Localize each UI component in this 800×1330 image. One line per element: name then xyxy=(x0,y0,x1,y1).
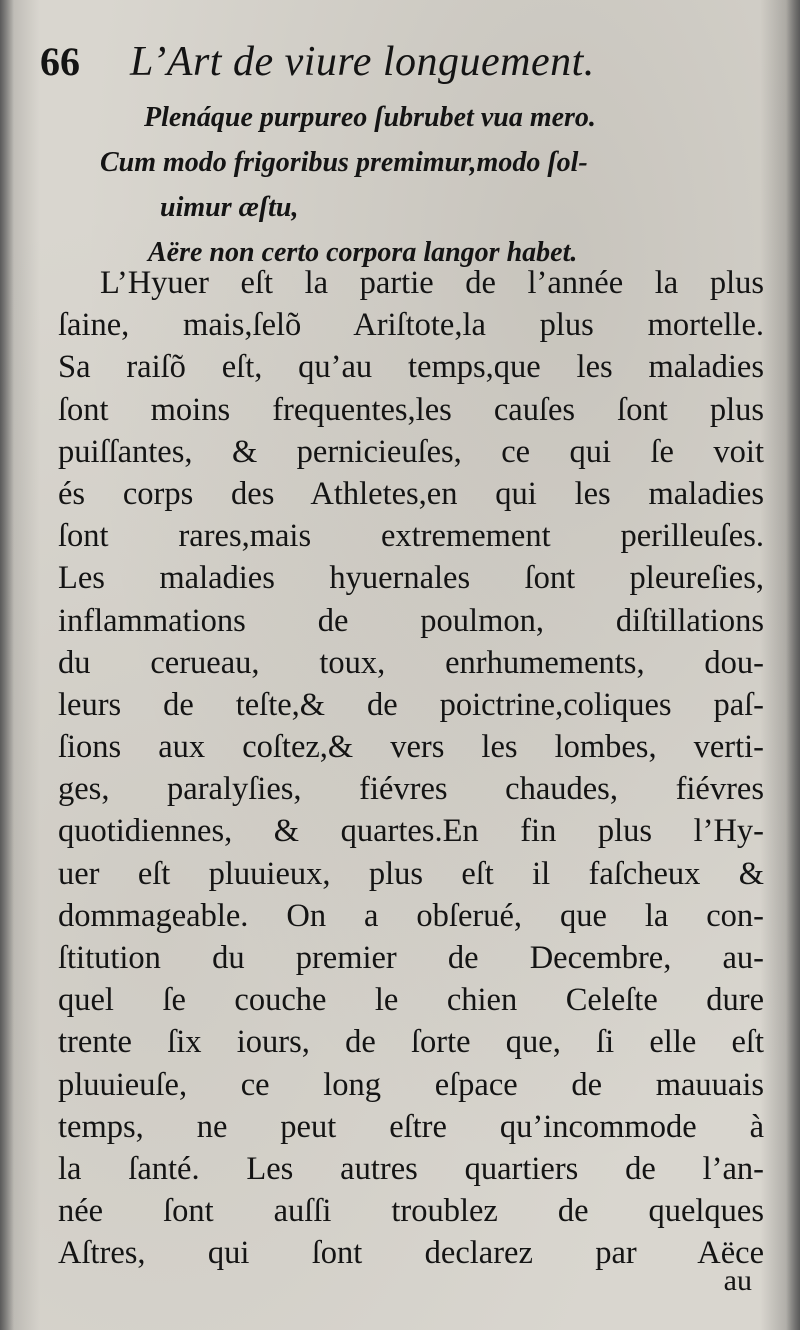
text-line: Les maladies hyuernales ſont pleureſies, xyxy=(58,560,764,597)
text-line: és corps des Athletes,en qui les maladies xyxy=(58,475,764,512)
text-line: du cerueau, toux, enrhumements, dou- xyxy=(58,644,764,681)
text-line: ſaine, mais,ſelõ Ariſtote,la plus mortelle. xyxy=(58,307,764,344)
text-line: dommageable. On a obſerué, que la con- xyxy=(58,897,764,934)
page-number: 66 xyxy=(40,39,80,84)
text-line: Sa raiſõ eſt, qu’au temps,que les maladies xyxy=(58,349,764,386)
text-line: ſtitution du premier de Decembre, au- xyxy=(58,940,764,976)
text-line: temps, ne peut eſtre qu’incommode à xyxy=(58,1108,764,1145)
latin-verse-quote xyxy=(60,95,740,275)
text-line: inflammations de poulmon, diſtillations xyxy=(58,602,764,639)
body-text xyxy=(58,262,764,1275)
text-line: ges, paralyſies, fiévres chaudes, fiévres xyxy=(58,771,764,808)
text-line: uer eſt pluuieux, plus eſt il faſcheux & xyxy=(58,855,764,892)
running-title: L’Art de viure longuement. xyxy=(130,39,595,85)
catchword: au xyxy=(723,1264,752,1297)
page-edge-shadow-left xyxy=(0,0,14,1330)
verse-line: uimur æſtu, xyxy=(160,192,299,223)
text-line: L’Hyuer eſt la partie de l’année la plus xyxy=(100,265,764,301)
running-head xyxy=(40,38,760,94)
verse-line: Aëre non certo corpora langor habet. xyxy=(148,237,578,268)
text-line: pluuieuſe, ce long eſpace de mauuais xyxy=(58,1066,764,1103)
text-line: la ſanté. Les autres quartiers de l’an- xyxy=(58,1150,764,1187)
text-line: quotidiennes, & quartes.En fin plus l’Hy- xyxy=(58,813,764,850)
text-line: leurs de teſte,& de poictrine,coliques paſ- xyxy=(58,686,764,723)
text-line: ſont rares,mais extremement perilleuſes. xyxy=(58,518,764,555)
text-line: trente ſix iours, de ſorte que, ſi elle eſt xyxy=(58,1024,764,1061)
verse-line: Plenáque purpureo ſubrubet vua mero. xyxy=(144,102,596,133)
text-line: Aſtres, qui ſont declarez par Aëce xyxy=(58,1235,764,1272)
text-line: quel ſe couche le chien Celeſte dure xyxy=(58,982,764,1019)
text-line: née ſont auſſi troublez de quelques xyxy=(58,1193,764,1230)
page-edge-shadow-right xyxy=(786,0,800,1330)
text-line: ſont moins frequentes,les cauſes ſont plus xyxy=(58,391,764,428)
text-line: puiſſantes, & pernicieuſes, ce qui ſe voit xyxy=(58,433,764,470)
text-line: ſions aux coſtez,& vers les lombes, verti- xyxy=(58,729,764,766)
verse-line: Cum modo frigoribus premimur,modo ſol- xyxy=(100,147,588,178)
